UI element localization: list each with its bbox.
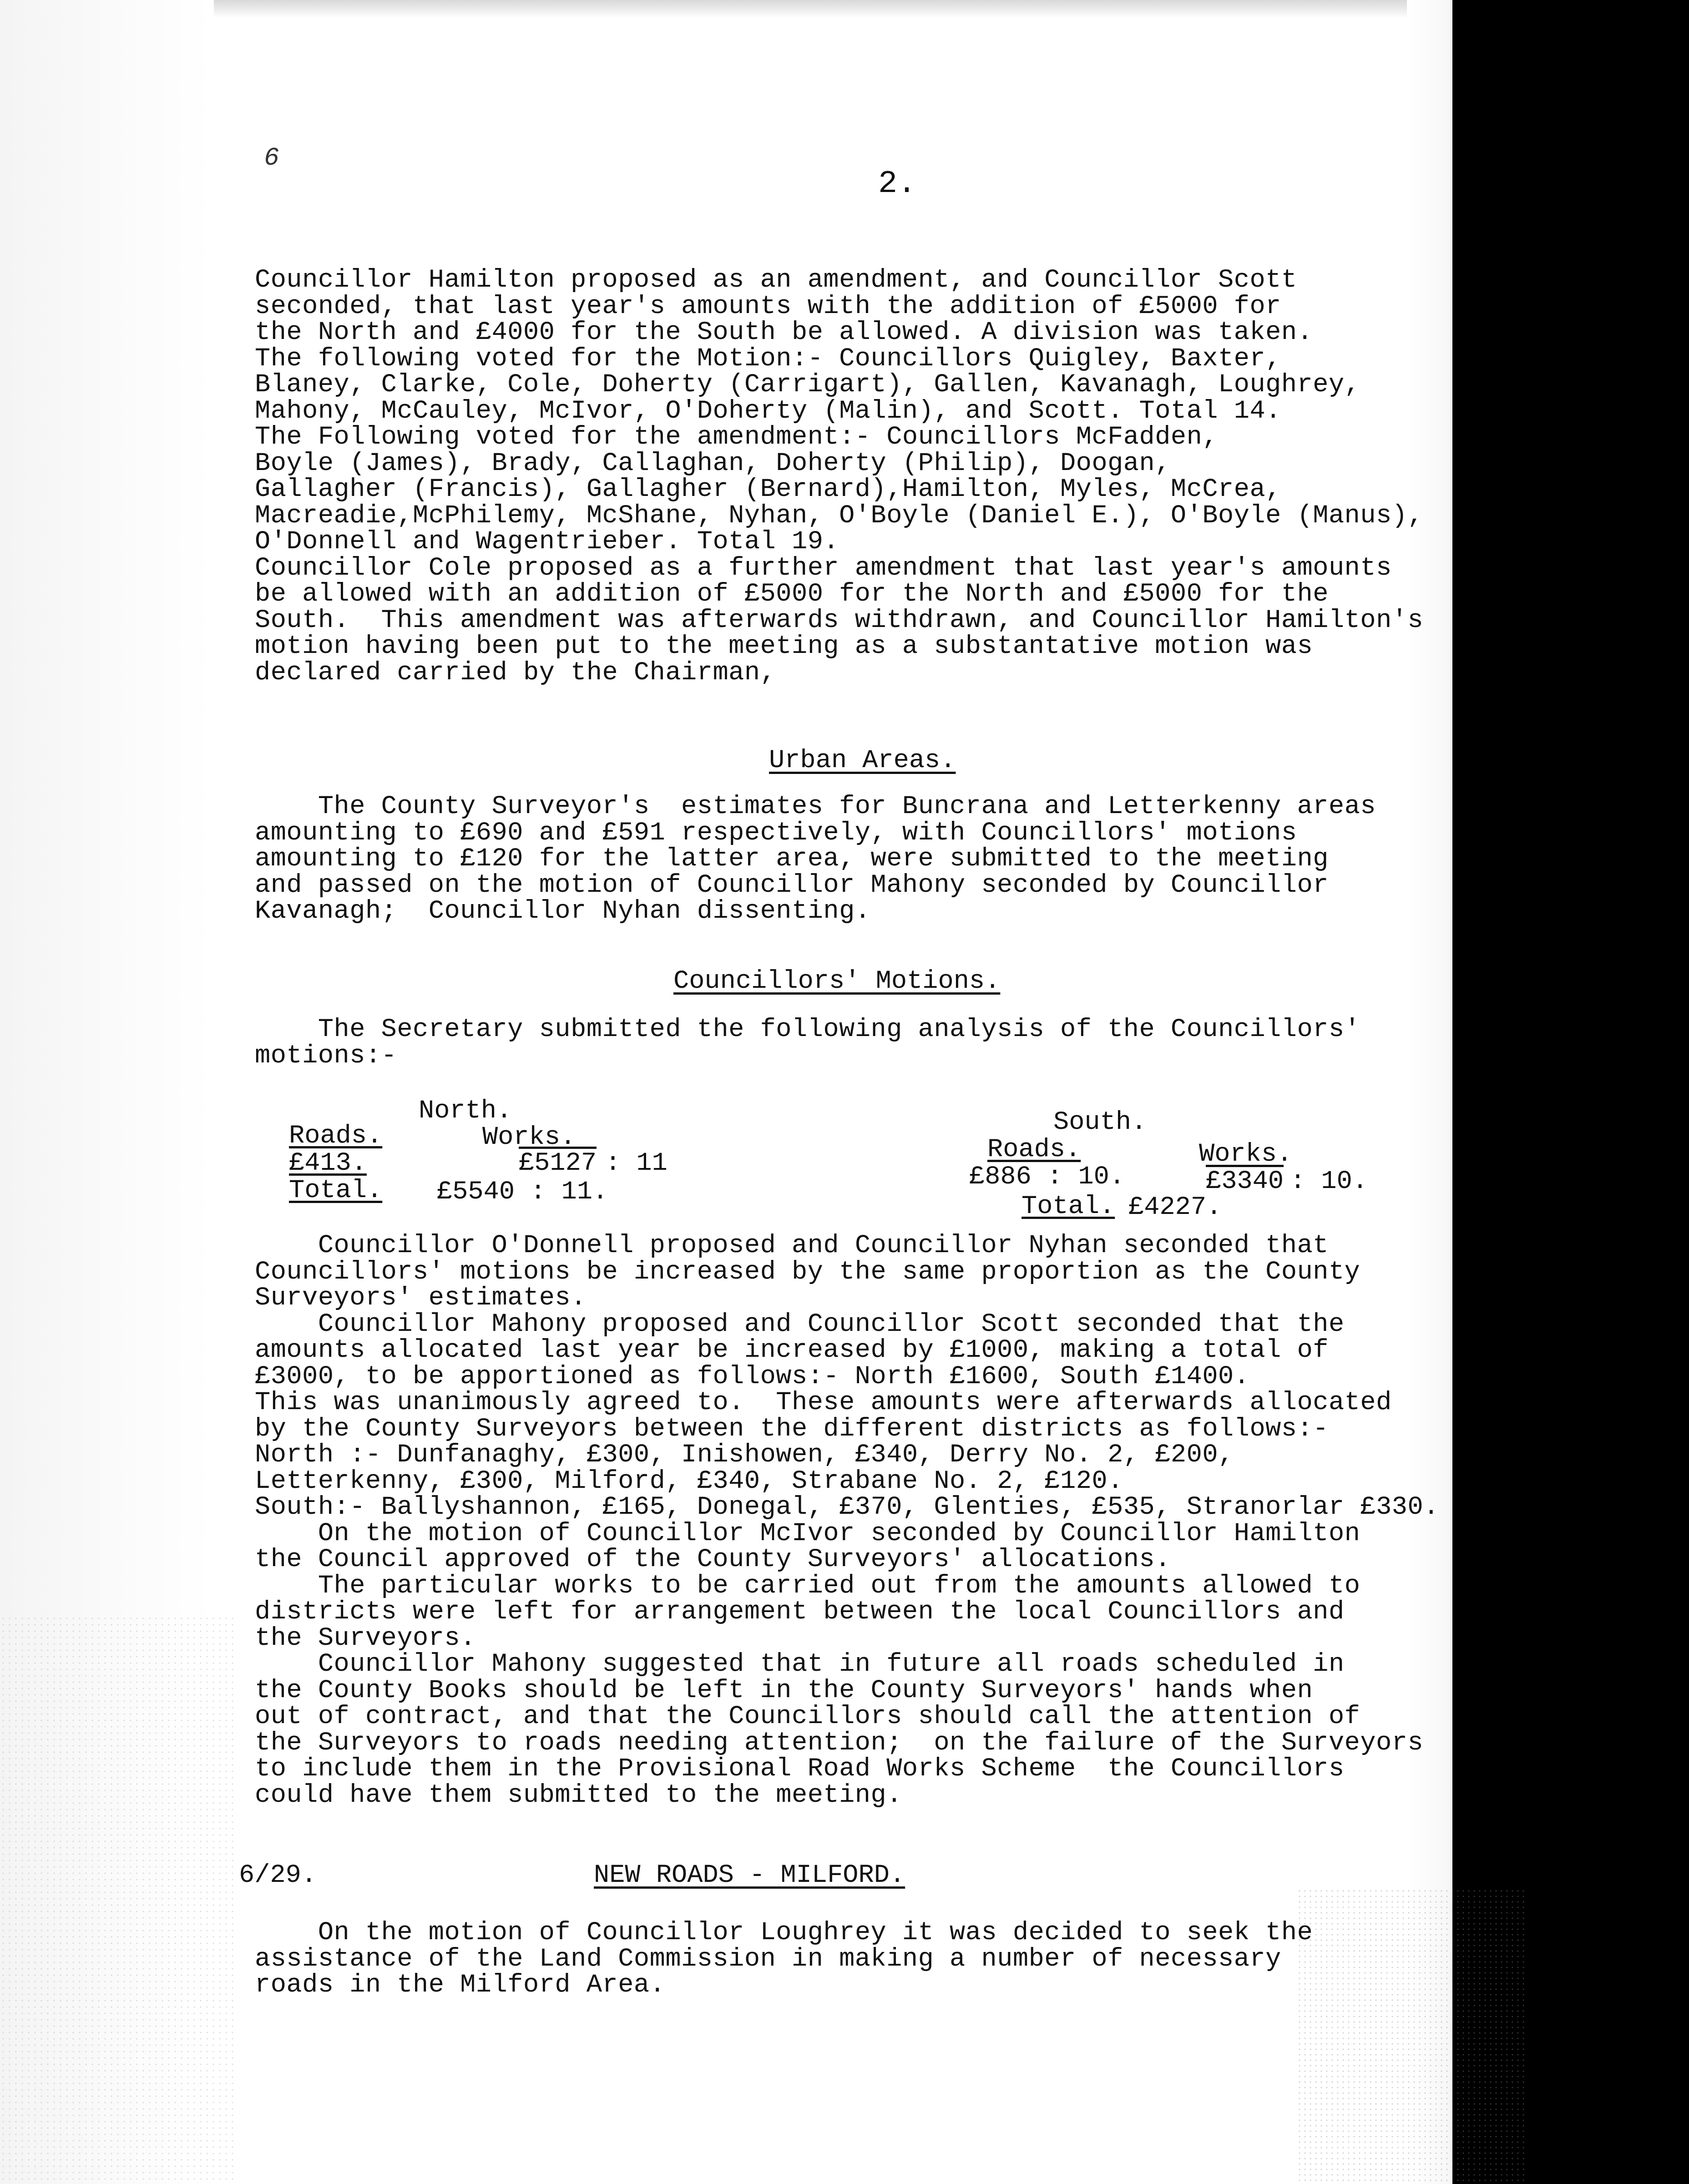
north-total-label: Total. (289, 1176, 383, 1205)
north-label: North. (419, 1097, 512, 1126)
margin-mark: 6 (264, 143, 279, 172)
urban-areas-paragraph: The County Surveyor's estimates for Buncrana and Letterkenny areas amounting to £690 and £591 respectively, with Councillors' motions amounting to £120 for the latter area, were submitted to the meeting and passed on the motion of Councillor Mahony seconded by Councillor Kavanagh; Councillor Nyhan dissenting. (255, 792, 1376, 926)
new-roads-heading: NEW ROADS - MILFORD. (594, 1861, 905, 1890)
south-total-value: £4227. (1128, 1193, 1222, 1222)
milford-paragraph: On the motion of Councillor Loughrey it was decided to seek the assistance of the Land Commission in making a number of necessary roads in the Milford Area. (255, 1918, 1313, 2000)
allocations-paragraph: Councillor O'Donnell proposed and Councillor Nyhan seconded that Councillors' motions be increased by the same proportion as the County Surveyors' estimates. Councillor Mahony proposed and Councillor Scott seconded that the amounts allocated last year be increased by £1000, making a total of £3000, to be apportioned as follows:- North £1600, South £1400. This was unanimously agreed to. These amounts were afterwards allocated by the County Surveyors between the different districts as follows:- North :- Dunfanaghy, £300, Inishowen, £340, Derry No. 2, £200, Letterkenny, £300, Milford, £340, Strabane No. 2, £120. South:- Ballyshannon, £165, Donegal, £370, Glenties, £535, Stranorlar £330. On the motion of Councillor McIvor seconded by Councillor Hamilton the Council approved of the County Surveyors' allocations. The particular works to be carried out from the amounts allowed to districts were left for arrangement between the local Councillors and the Surveyors. Councillor Mahony suggested that in future all roads scheduled in the County Books should be left in the County Surveyors' hands when out of contract, and that the Councillors should call the attention of the Surveyors to roads needing attention; on the failure of the Surveyors to include them in the Provisional Road Works Scheme the Councillors could have them submitted to the meeting. (255, 1231, 1439, 1810)
south-label: South. (1053, 1108, 1147, 1137)
page-number: 2. (878, 166, 917, 202)
urban-areas-heading: Urban Areas. (769, 746, 956, 775)
secretary-paragraph: The Secretary submitted the following analysis of the Councillors' motions:- (255, 1015, 1360, 1071)
south-roads-value: £886 : 10. (969, 1163, 1125, 1192)
item-number: 6/29. (239, 1861, 317, 1890)
document-page (239, 0, 1538, 2184)
scan-left-speckle (0, 1615, 237, 2184)
north-works-count: : 11 (605, 1149, 668, 1178)
south-total-label: Total. (1021, 1192, 1115, 1221)
south-works-label: Works. (1199, 1140, 1293, 1169)
north-roads-label: Roads. (289, 1122, 383, 1151)
north-roads-value: £413. (289, 1149, 367, 1178)
amendment-paragraph: Councillor Hamilton proposed as an amendment, and Councillor Scott seconded, that last year's amounts with the addition of £5000 for the North and £4000 for the South be allowed. A division was taken. The following voted for the Motion:- Councillors Quigley, Baxter, Blaney, Clarke, Cole, Doherty (Carrigart), Gallen, Kavanagh, Loughrey, Mahony, McCauley, McIvor, O'Doherty (Malin), and Scott. Total 14. The Following voted for the amendment:- Councillors McFadden, Boyle (James), Brady, Callaghan, Doherty (Philip), Doogan, Gallagher (Francis), Gallagher (Bernard),Hamilton, Myles, McCrea, Macreadie,McPhilemy, McShane, Nyhan, O'Boyle (Daniel E.), O'Boyle (Manus), O'Donnell and Wagentrieber. Total 19. Councillor Cole proposed as a further amendment that last year's amounts be allowed with an addition of £5000 for the North and £5000 for the South. This amendment was afterwards withdrawn, and Councillor Hamilton's motion having been put to the meeting as a substantative motion was declared carried by the Chairman, (255, 266, 1424, 688)
north-works-label: Works. (482, 1123, 576, 1152)
south-works-value: £3340 (1206, 1167, 1284, 1196)
north-works-value: £5127 (519, 1149, 597, 1178)
south-roads-label: Roads. (987, 1135, 1081, 1164)
councillors-motions-heading: Councillors' Motions. (673, 967, 1001, 996)
south-works-count: : 10. (1290, 1167, 1368, 1196)
north-total-value: £5540 : 11. (437, 1178, 608, 1207)
